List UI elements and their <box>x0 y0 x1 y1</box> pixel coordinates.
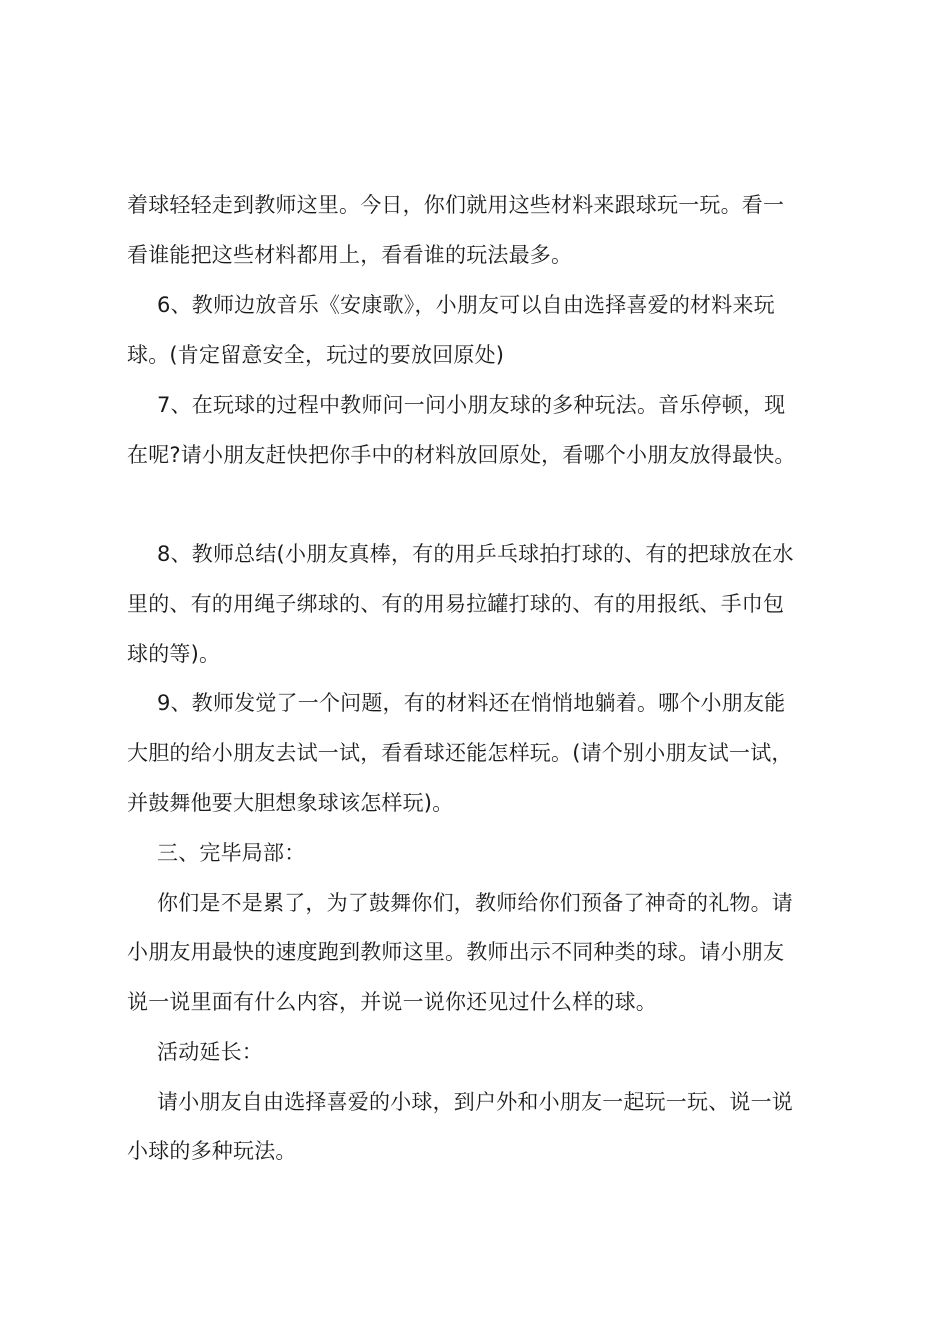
text-line: 并鼓舞他要大胆想象球该怎样玩)。 <box>127 791 454 815</box>
text-line: 里的、有的用绳子绑球的、有的用易拉罐打球的、有的用报纸、手巾包 <box>127 592 785 616</box>
text-line: 小朋友用最快的速度跑到教师这里。教师出示不同种类的球。请小朋友 <box>127 940 785 964</box>
text-line: 9、教师发觉了一个问题，有的材料还在悄悄地躺着。哪个小朋友能 <box>157 691 786 715</box>
text-line: 你们是不是累了，为了鼓舞你们，教师给你们预备了神奇的礼物。请 <box>157 891 793 915</box>
section-heading: 活动延长： <box>157 1040 263 1064</box>
text-line: 6、教师边放音乐《安康歌》，小朋友可以自由选择喜爱的材料来玩 <box>157 293 775 317</box>
text-line: 说一说里面有什么内容，并说一说你还见过什么样的球。 <box>127 990 657 1014</box>
text-line: 球。(肯定留意安全，玩过的要放回原处) <box>127 343 505 367</box>
text-line: 8、教师总结(小朋友真棒，有的用乒乓球拍打球的、有的把球放在水 <box>157 542 794 566</box>
text-line: 着球轻轻走到教师这里。今日，你们就用这些材料来跟球玩一玩。看一 <box>127 193 785 217</box>
text-line: 请小朋友自由选择喜爱的小球，到户外和小朋友一起玩一玩、说一说 <box>157 1090 793 1114</box>
text-line: 小球的多种玩法。 <box>127 1139 297 1163</box>
text-line: 在呢?请小朋友赶快把你手中的材料放回原处，看哪个小朋友放得最快。 <box>127 443 796 467</box>
text-line: 7、在玩球的过程中教师问一问小朋友球的多种玩法。音乐停顿，现 <box>157 393 786 417</box>
text-line: 球的等)。 <box>127 642 221 666</box>
text-line: 看谁能把这些材料都用上，看看谁的玩法最多。 <box>127 243 573 267</box>
section-heading: 三、完毕局部： <box>157 841 306 865</box>
text-line: 大胆的给小朋友去试一试，看看球还能怎样玩。(请个别小朋友试一试， <box>127 741 793 765</box>
